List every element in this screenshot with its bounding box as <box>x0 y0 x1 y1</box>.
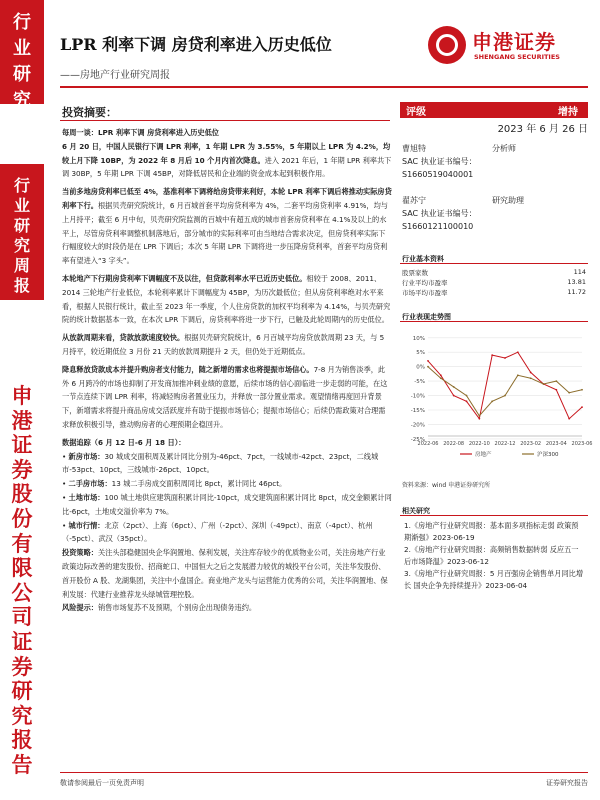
sidebar <box>0 0 44 800</box>
analyst-name: 翟苏宁 <box>402 196 426 205</box>
data-point <box>517 374 519 376</box>
rating-bar <box>400 102 588 118</box>
industry-info-divider <box>400 263 588 264</box>
data-point <box>581 406 583 408</box>
data-point <box>466 400 468 402</box>
data-point <box>440 377 442 379</box>
risk-text: 销售市场复苏不及预期，个别房企出现债务违约。 <box>97 603 257 613</box>
data-item: • 土地市场：100 城土地供应建筑面积累计同比-10pct，成交建筑面积累计同比 8pct，成交金额累计同比-6pct，土地成交溢价率为 7%。 <box>62 492 392 516</box>
data-item: • 城市行情：北京（2pct）、上海（6pct）、广州（-2pct）、深圳（-49pct）、南京（-4pct）、杭州（-5pct）、武汉（35pct）。 <box>62 520 373 544</box>
chart-heading: 行业表现走势图 <box>402 313 451 321</box>
related-research-item[interactable]: 1.《房地产行业研究周报：基本面多项指标走弱 政策预期渐强》2023-06-19 <box>404 521 579 542</box>
paragraph-text: 进入 2021 年后，1 年期 LPR 利率共下调 30BP，5 年期 LPR 下调 45BP，对降低居民和企业端的资金成本起到积极作用。 <box>62 155 392 179</box>
related-research-item[interactable]: 2.《房地产行业研究周报：高频销售数据转弱 反应五一后市场降温》2023-06-12 <box>404 545 579 566</box>
report-subtitle: ——房地产行业研究周报 <box>60 70 170 81</box>
header-divider <box>60 86 588 88</box>
data-point <box>453 395 455 397</box>
analyst-name: 曹旭特 <box>402 144 426 153</box>
analyst-role: 分析师 <box>492 144 516 153</box>
data-point <box>491 354 493 356</box>
info-row <box>402 288 586 298</box>
paragraph <box>62 363 392 432</box>
data-item-text: 北京（2pct）、上海（6pct）、广州（-2pct）、深圳（-49pct）、南京（-4pct）、杭州（-5pct）、武汉（35pct）。 <box>62 520 373 544</box>
y-tick-label: 5% <box>416 350 425 357</box>
related-divider <box>400 515 588 516</box>
data-point <box>517 351 519 353</box>
footer-label: 证券研究报告 <box>546 779 588 787</box>
y-tick-label: -20% <box>410 422 425 429</box>
sidebar-category-label: 行 业 研 究 <box>13 12 31 111</box>
legend-label: 房地产 <box>475 452 492 458</box>
y-tick-label: -15% <box>410 408 425 414</box>
info-row <box>402 278 586 288</box>
data-point <box>568 418 570 420</box>
paragraph-text: 7-8 月为销售淡季，此外 6 月跨冷的市场也抑制了开发商加推冲刺业绩的意愿，后续市场的信心面临进一步走弱的可能，在这一节点连续下调 LPR 利率，将减轻购房者置业压力，并释放一部分置业需求。观望情绪再度回升背景下，新增需求将提升商品房成交活跃度并有助于提振市场信心；提振市场信心；后续仍需政策对合理需求释放积极引导，推动购房者的心理预期企稳回升。 <box>62 364 388 429</box>
analyst-block <box>402 142 516 181</box>
industry-info-heading: 行业基本资料 <box>402 255 444 263</box>
related-research-item[interactable]: 3.《房地产行业研究周报：5 月百强房企销售单月同比增长 国央企争先持续提升》2023-06-04 <box>404 569 584 590</box>
data-item-label: 新房市场： <box>68 451 105 461</box>
x-tick-label: 2023-02 <box>520 441 542 447</box>
rating-label: 评级 <box>406 107 426 118</box>
data-point <box>504 357 506 359</box>
info-value: 114 <box>573 268 586 276</box>
report-title: LPR 利率下调 房贷利率进入历史低位 <box>60 35 332 54</box>
y-tick-label: 10% <box>412 335 425 342</box>
data-tracking-heading: 数据追踪（6 月 12 日-6 月 18 日）： <box>62 437 186 447</box>
analyst-cert-label: SAC 执业证书编号： <box>402 157 477 166</box>
paragraph-lead: 每周一谈：LPR 利率下调 房贷利率进入历史低位 <box>62 128 219 137</box>
y-tick-label: -10% <box>410 393 425 400</box>
chart-source: 资料来源：wind 申港证券研究所 <box>402 482 491 489</box>
data-item-text: 100 城土地供应建筑面积累计同比-10pct，成交建筑面积累计同比 8pct，成交金额累计同比-6pct，土地成交溢价率为 7%。 <box>62 492 392 516</box>
x-tick-label: 2022-08 <box>443 441 465 447</box>
analyst-cert-label: SAC 执业证书编号： <box>402 209 477 218</box>
data-item: • 新房市场：30 城成交面积周及累计同比分别为-46pct、7pct，一线城市-42pct、23pct，二线城市-53pct、10pct，三线城市-26pct、10pct。 <box>62 451 379 475</box>
info-row <box>402 268 586 278</box>
chart-divider <box>400 321 588 322</box>
paragraph-text: 根据贝壳研究院统计，6 月百城平均房贷放款周期 23 天，与 5 月持平，较近期低位 3 月份 21 天的放款周期提升 2 天，但仍处于近期低点。 <box>62 333 385 356</box>
paragraph <box>62 185 392 268</box>
data-item-text: 13 城二手房成交面积周同比 8pct，累计同比 46pct。 <box>111 479 287 489</box>
data-item-label: 二手房市场： <box>68 479 112 489</box>
analyst-cert: S1660519040001 <box>402 170 474 179</box>
data-point <box>478 415 480 417</box>
risk-label: 风险提示： <box>62 603 98 613</box>
data-point <box>504 395 506 397</box>
logo-cn-text: 申港证券 <box>472 30 556 54</box>
data-point <box>453 386 455 388</box>
y-tick-label: -25% <box>410 436 425 443</box>
y-tick-label: -5% <box>414 379 425 386</box>
paragraph-lead: 从放款周期来看，贷款放款速度较快。 <box>62 333 185 343</box>
info-value: 11.72 <box>567 288 586 296</box>
data-point <box>555 389 557 391</box>
data-item-text: 30 城成交面积周及累计同比分别为-46pct、7pct，一线城市-42pct、23pct，二线城市-53pct、10pct，三线城市-26pct、10pct。 <box>62 451 379 475</box>
investment-advice <box>62 546 392 601</box>
risk-warning <box>62 601 392 615</box>
y-tick-label: 0% <box>416 364 425 371</box>
report-date: 2023 年 6 月 26 日 <box>497 124 588 135</box>
info-label: 股票家数 <box>402 269 428 277</box>
analyst-cert: S1660121100010 <box>402 222 474 231</box>
related-research-heading: 相关研究 <box>402 507 430 515</box>
data-point <box>568 392 570 394</box>
paragraph-lead: 6 月 20 日，中国人民银行下调 LPR 利率，1 年期 LPR 为 3.55%，5 年期以上 LPR 为 4.2%，均较上月下降 10BP，为 2022 年 8 月后 10 个月内首次降息。 <box>62 141 391 165</box>
data-item-label: 土地市场： <box>68 492 105 502</box>
data-point <box>581 389 583 391</box>
data-point <box>440 374 442 376</box>
sidebar-company-name <box>0 384 44 778</box>
x-tick-label: 2023-06 <box>571 441 593 447</box>
data-point <box>543 383 545 385</box>
sidebar-report-type-label: 行 业 研 究 周 报 <box>13 176 30 295</box>
legend-label: 沪深300 <box>537 452 559 458</box>
paragraph <box>62 331 392 359</box>
rating-value: 增持 <box>558 107 578 118</box>
logo-en-text: SHENGANG SECURITIES <box>474 53 560 61</box>
info-label: 行业平均市盈率 <box>402 279 448 287</box>
info-label: 市场平均市盈率 <box>402 289 448 297</box>
company-logo <box>428 24 578 68</box>
data-item-label: 城市行情： <box>68 520 105 530</box>
sidebar-company-text: 申 港 证 券 股 份 有 限 公 司 证 券 研 究 报 告 <box>11 383 33 777</box>
industry-performance-chart <box>400 324 593 464</box>
paragraph-lead: 本轮地产下行期房贷利率下调幅度不及以往，但贷款利率水平已近历史低位。 <box>62 273 307 283</box>
data-point <box>555 380 557 382</box>
data-point <box>427 366 429 368</box>
data-point <box>491 400 493 402</box>
analyst-role: 研究助理 <box>492 196 524 205</box>
logo-mark-icon <box>428 26 466 64</box>
x-tick-label: 2022-10 <box>468 441 490 447</box>
data-item: • 二手房市场：13 城二手房成交面积周同比 8pct，累计同比 46pct。 <box>62 479 287 489</box>
analyst-block <box>402 194 524 233</box>
info-value: 13.81 <box>567 278 586 286</box>
paragraph <box>62 126 392 140</box>
paragraph-lead: 当前多地房贷利率已低至 4%，基准利率下调将给房贷带来利好，本轮 LPR 利率下调后将推动实际房贷利率下行。 <box>62 187 392 210</box>
data-point <box>478 418 480 420</box>
footer-divider <box>60 772 588 773</box>
data-point <box>466 395 468 397</box>
x-tick-label: 2022-12 <box>494 441 516 447</box>
data-point <box>530 377 532 379</box>
advice-text: 关注头部稳健国央企华润置地、保利发展，关注库存较少的优质物业公司，关注房地产行业政策边际改善的建发股份、招商蛇口、中国恒大之后之发展潜力较优的城投平台公司，关注华发股份、首开股份 A 股、龙湖集团，关注中小盘国企。商业地产龙头与运营能力优秀的公司，关注华润置地、保利发展：代建行业推荐龙头绿城管理控股。 <box>62 548 388 599</box>
paragraph-lead: 降息释放贷款成本并提升购房者支付能力，随之新增的需求也将提振市场信心。 <box>62 364 314 374</box>
sidebar-category-block <box>0 0 44 111</box>
paragraph <box>62 140 392 181</box>
sidebar-report-type-block <box>0 164 44 300</box>
paragraph-text: 根据贝壳研究院统计，6 月百城首套平均房贷利率为 4%，二套平均房贷利率 4.91%，均与上月持平；截至 6 月中旬，贝壳研究院监测的百城中有超五成的城市首套房贷利率在 4.1%及以上的水平上，尽管房贷利率调整机制落地后，部分城市的实际利率可由当地结合需求决定，但房贷利率实际下行幅度较大的时段仍是在 LPR 下调后；本次 5 年期 LPR 下调将进一步压降房贷利率，首套平均房贷利率有望进入“3 字头”。 <box>62 200 388 266</box>
abstract-divider <box>60 120 390 121</box>
footer-disclaimer: 敬请参阅最后一页免责声明 <box>60 779 144 787</box>
paragraph <box>62 272 392 327</box>
data-point <box>530 372 532 374</box>
paragraph-text: 相较于 2008、2011、2014 三轮地产行业低位，本轮利率累计下调幅度为 45BP，为历次最低位；但从房贷利率绝对水平来看，根据人民银行统计，截止至 2023 年一季度，个人住房贷款的加权平均利率为 4.14%，与贝壳研究院的统计数据基本一致，在本次 LPR 下调后，房贷利率将进一步下行，已触及此轮周期内的历史低位。 <box>62 273 391 325</box>
abstract-body <box>62 126 392 615</box>
x-tick-label: 2022-06 <box>417 441 439 447</box>
advice-label: 投资策略： <box>62 548 98 558</box>
related-research-list <box>404 520 584 593</box>
x-tick-label: 2023-04 <box>545 441 567 447</box>
abstract-heading: 投资摘要： <box>62 106 117 119</box>
data-point <box>427 360 429 362</box>
